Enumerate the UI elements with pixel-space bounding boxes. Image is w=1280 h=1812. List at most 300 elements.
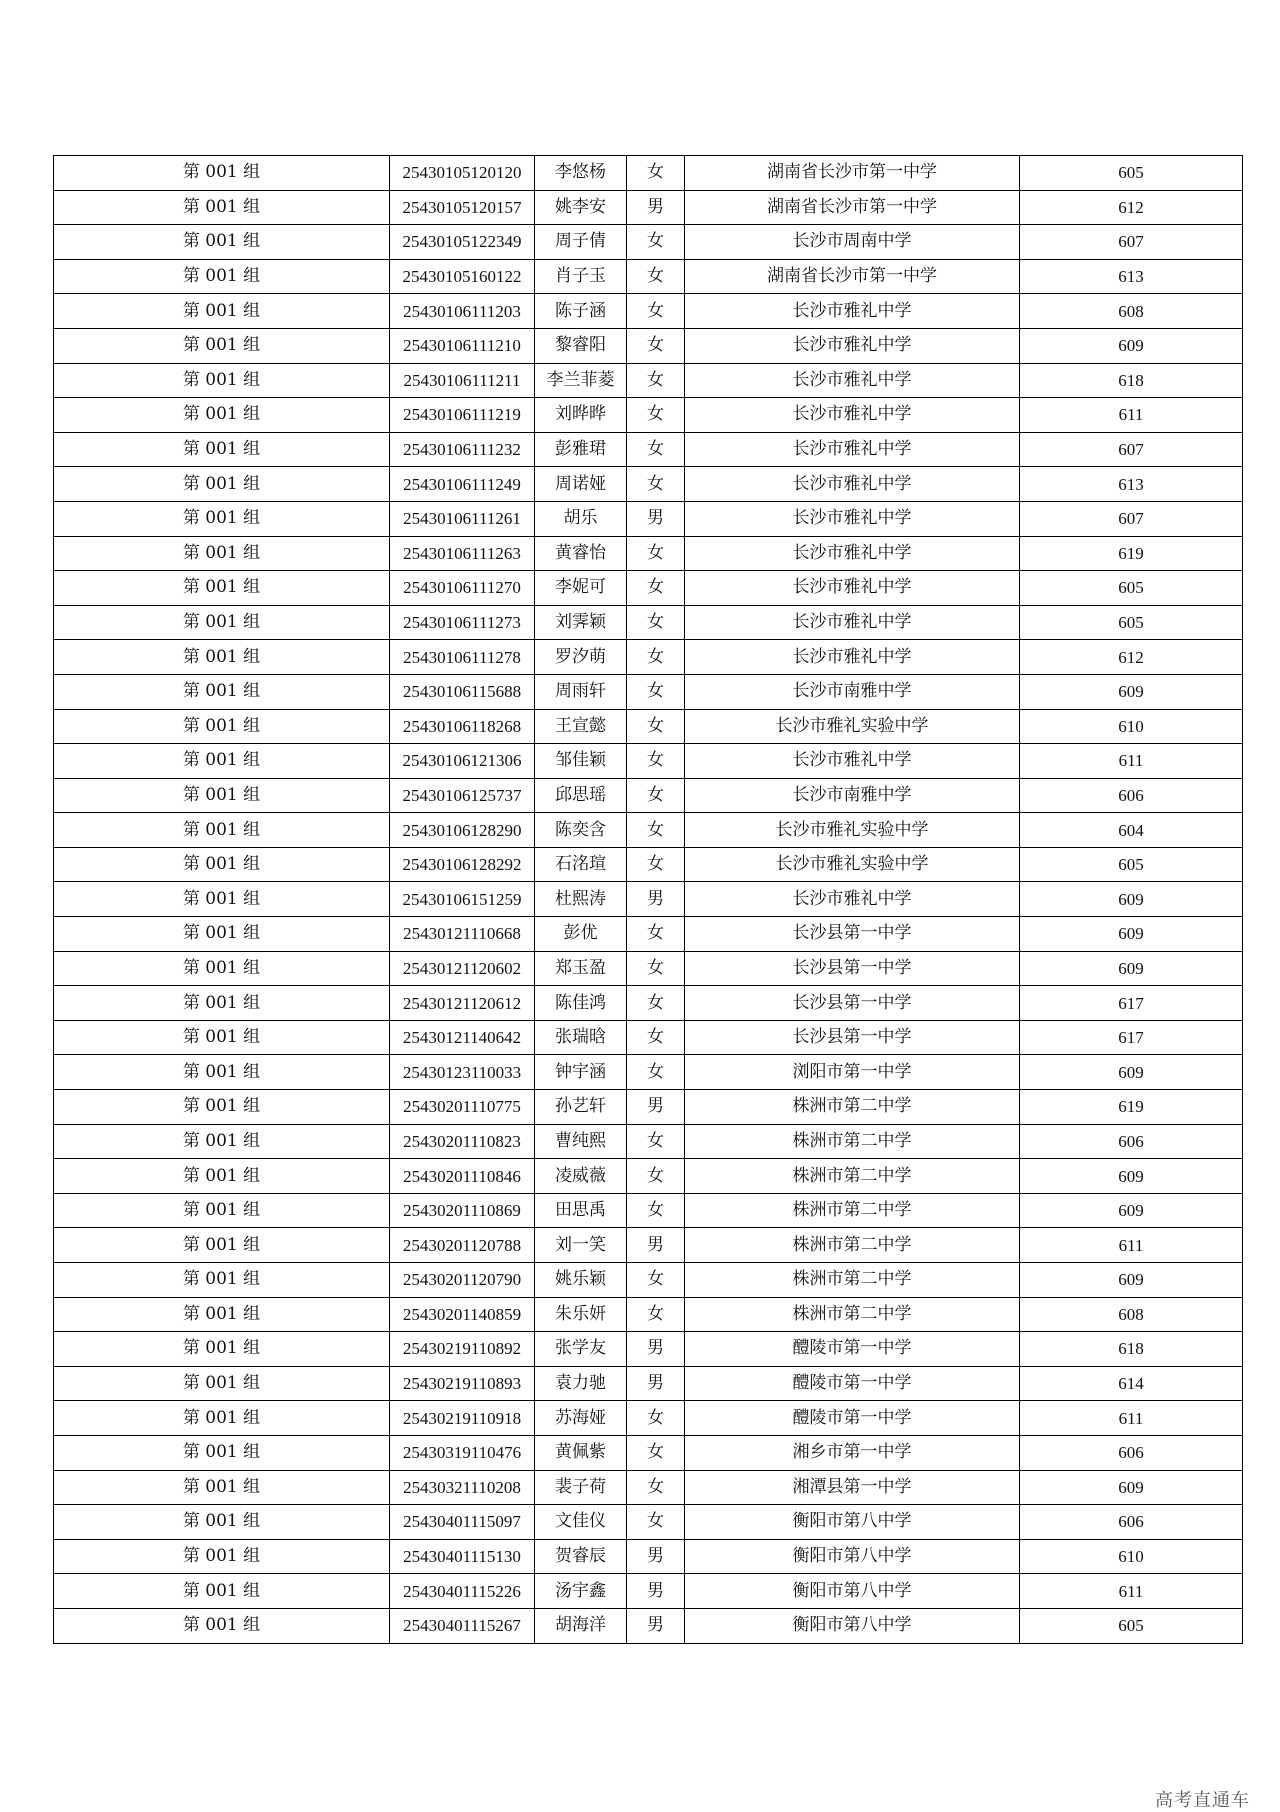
exam-id-cell: 25430106115688 — [390, 674, 535, 709]
gender-cell: 女 — [627, 986, 685, 1021]
group-cell: 第 001 组 — [54, 156, 390, 191]
score-cell: 609 — [1020, 951, 1243, 986]
name-cell: 姚乐颖 — [535, 1263, 627, 1298]
school-cell: 长沙市雅礼实验中学 — [685, 847, 1020, 882]
score-cell: 605 — [1020, 156, 1243, 191]
table-row — [54, 744, 1243, 779]
school-cell: 长沙市周南中学 — [685, 225, 1020, 260]
name-cell: 李妮可 — [535, 571, 627, 606]
name-cell: 陈子涵 — [535, 294, 627, 329]
group-cell: 第 001 组 — [54, 190, 390, 225]
name-cell: 周子倩 — [535, 225, 627, 260]
table-row — [54, 640, 1243, 675]
group-cell: 第 001 组 — [54, 1401, 390, 1436]
group-cell: 第 001 组 — [54, 882, 390, 917]
name-cell: 姚李安 — [535, 190, 627, 225]
group-cell: 第 001 组 — [54, 1435, 390, 1470]
exam-id-cell: 25430321110208 — [390, 1470, 535, 1505]
gender-cell: 女 — [627, 1263, 685, 1298]
exam-id-cell: 25430121110668 — [390, 917, 535, 952]
gender-cell: 女 — [627, 709, 685, 744]
exam-id-cell: 25430106111219 — [390, 398, 535, 433]
exam-id-cell: 25430319110476 — [390, 1435, 535, 1470]
name-cell: 杜熙涛 — [535, 882, 627, 917]
score-cell: 612 — [1020, 640, 1243, 675]
school-cell: 长沙市雅礼中学 — [685, 640, 1020, 675]
exam-id-cell: 25430105120120 — [390, 156, 535, 191]
name-cell: 张学友 — [535, 1332, 627, 1367]
gender-cell: 女 — [627, 744, 685, 779]
table-row — [54, 778, 1243, 813]
table-row — [54, 501, 1243, 536]
score-cell: 611 — [1020, 1401, 1243, 1436]
school-cell: 长沙市雅礼中学 — [685, 432, 1020, 467]
gender-cell: 男 — [627, 882, 685, 917]
name-cell: 黄佩紫 — [535, 1435, 627, 1470]
gender-cell: 女 — [627, 1401, 685, 1436]
school-cell: 衡阳市第八中学 — [685, 1574, 1020, 1609]
score-cell: 605 — [1020, 571, 1243, 606]
school-cell: 湘乡市第一中学 — [685, 1435, 1020, 1470]
table-row — [54, 1159, 1243, 1194]
table-row — [54, 986, 1243, 1021]
table-row — [54, 259, 1243, 294]
exam-id-cell: 25430106111232 — [390, 432, 535, 467]
score-cell: 606 — [1020, 778, 1243, 813]
score-cell: 609 — [1020, 674, 1243, 709]
group-cell: 第 001 组 — [54, 1055, 390, 1090]
group-cell: 第 001 组 — [54, 847, 390, 882]
exam-id-cell: 25430105160122 — [390, 259, 535, 294]
group-cell: 第 001 组 — [54, 467, 390, 502]
exam-id-cell: 25430201120790 — [390, 1263, 535, 1298]
gender-cell: 男 — [627, 1608, 685, 1643]
name-cell: 汤宇鑫 — [535, 1574, 627, 1609]
school-cell: 株洲市第二中学 — [685, 1263, 1020, 1298]
school-cell: 长沙市雅礼中学 — [685, 294, 1020, 329]
school-cell: 长沙县第一中学 — [685, 986, 1020, 1021]
school-cell: 株洲市第二中学 — [685, 1124, 1020, 1159]
gender-cell: 女 — [627, 605, 685, 640]
name-cell: 周诺娅 — [535, 467, 627, 502]
admission-list-table — [53, 155, 1243, 1644]
score-cell: 611 — [1020, 398, 1243, 433]
table-row — [54, 847, 1243, 882]
school-cell: 醴陵市第一中学 — [685, 1401, 1020, 1436]
school-cell: 长沙市南雅中学 — [685, 674, 1020, 709]
exam-id-cell: 25430401115226 — [390, 1574, 535, 1609]
school-cell: 浏阳市第一中学 — [685, 1055, 1020, 1090]
gender-cell: 女 — [627, 813, 685, 848]
name-cell: 裴子荷 — [535, 1470, 627, 1505]
exam-id-cell: 25430201110823 — [390, 1124, 535, 1159]
school-cell: 长沙市雅礼中学 — [685, 744, 1020, 779]
table-row — [54, 536, 1243, 571]
gender-cell: 女 — [627, 259, 685, 294]
name-cell: 黎睿阳 — [535, 328, 627, 363]
school-cell: 湖南省长沙市第一中学 — [685, 259, 1020, 294]
score-cell: 606 — [1020, 1124, 1243, 1159]
score-cell: 610 — [1020, 709, 1243, 744]
group-cell: 第 001 组 — [54, 986, 390, 1021]
score-cell: 609 — [1020, 328, 1243, 363]
score-cell: 606 — [1020, 1435, 1243, 1470]
name-cell: 石洺瑄 — [535, 847, 627, 882]
table-row — [54, 1505, 1243, 1540]
table-row — [54, 294, 1243, 329]
score-cell: 611 — [1020, 744, 1243, 779]
school-cell: 衡阳市第八中学 — [685, 1608, 1020, 1643]
score-cell: 617 — [1020, 1020, 1243, 1055]
name-cell: 邱思瑶 — [535, 778, 627, 813]
school-cell: 湘潭县第一中学 — [685, 1470, 1020, 1505]
group-cell: 第 001 组 — [54, 1263, 390, 1298]
group-cell: 第 001 组 — [54, 1297, 390, 1332]
score-cell: 609 — [1020, 1470, 1243, 1505]
group-cell: 第 001 组 — [54, 778, 390, 813]
score-cell: 618 — [1020, 1332, 1243, 1367]
name-cell: 孙艺轩 — [535, 1090, 627, 1125]
group-cell: 第 001 组 — [54, 1193, 390, 1228]
exam-id-cell: 25430106125737 — [390, 778, 535, 813]
school-cell: 长沙市雅礼中学 — [685, 605, 1020, 640]
table-row — [54, 674, 1243, 709]
school-cell: 湖南省长沙市第一中学 — [685, 190, 1020, 225]
group-cell: 第 001 组 — [54, 294, 390, 329]
exam-id-cell: 25430106111263 — [390, 536, 535, 571]
name-cell: 凌威薇 — [535, 1159, 627, 1194]
gender-cell: 女 — [627, 1435, 685, 1470]
table-row — [54, 225, 1243, 260]
name-cell: 李悠杨 — [535, 156, 627, 191]
exam-id-cell: 25430123110033 — [390, 1055, 535, 1090]
gender-cell: 女 — [627, 398, 685, 433]
score-cell: 613 — [1020, 467, 1243, 502]
school-cell: 株洲市第二中学 — [685, 1090, 1020, 1125]
watermark-text: 高考直通车 — [1155, 1790, 1250, 1811]
gender-cell: 女 — [627, 156, 685, 191]
exam-id-cell: 25430106111270 — [390, 571, 535, 606]
group-cell: 第 001 组 — [54, 501, 390, 536]
name-cell: 贺睿辰 — [535, 1539, 627, 1574]
table-row — [54, 398, 1243, 433]
group-cell: 第 001 组 — [54, 1574, 390, 1609]
table-row — [54, 605, 1243, 640]
score-cell: 608 — [1020, 294, 1243, 329]
school-cell: 衡阳市第八中学 — [685, 1505, 1020, 1540]
school-cell: 衡阳市第八中学 — [685, 1539, 1020, 1574]
table-row — [54, 1539, 1243, 1574]
school-cell: 长沙市南雅中学 — [685, 778, 1020, 813]
school-cell: 长沙市雅礼中学 — [685, 467, 1020, 502]
name-cell: 彭雅珺 — [535, 432, 627, 467]
school-cell: 长沙县第一中学 — [685, 917, 1020, 952]
gender-cell: 男 — [627, 1539, 685, 1574]
name-cell: 陈奕含 — [535, 813, 627, 848]
table-row — [54, 813, 1243, 848]
exam-id-cell: 25430106111249 — [390, 467, 535, 502]
exam-id-cell: 25430106111273 — [390, 605, 535, 640]
group-cell: 第 001 组 — [54, 536, 390, 571]
score-cell: 604 — [1020, 813, 1243, 848]
table-row — [54, 571, 1243, 606]
table-row — [54, 882, 1243, 917]
score-cell: 607 — [1020, 501, 1243, 536]
table-row — [54, 190, 1243, 225]
exam-id-cell: 25430121140642 — [390, 1020, 535, 1055]
group-cell: 第 001 组 — [54, 328, 390, 363]
gender-cell: 女 — [627, 951, 685, 986]
gender-cell: 男 — [627, 501, 685, 536]
table-row — [54, 1055, 1243, 1090]
gender-cell: 女 — [627, 363, 685, 398]
exam-id-cell: 25430106111203 — [390, 294, 535, 329]
score-cell: 605 — [1020, 1608, 1243, 1643]
school-cell: 长沙市雅礼实验中学 — [685, 709, 1020, 744]
table-row — [54, 1470, 1243, 1505]
name-cell: 刘一笑 — [535, 1228, 627, 1263]
table-row — [54, 1608, 1243, 1643]
gender-cell: 女 — [627, 847, 685, 882]
table-row — [54, 917, 1243, 952]
name-cell: 苏海娅 — [535, 1401, 627, 1436]
school-cell: 长沙县第一中学 — [685, 951, 1020, 986]
name-cell: 肖子玉 — [535, 259, 627, 294]
name-cell: 刘霁颖 — [535, 605, 627, 640]
table-row — [54, 1574, 1243, 1609]
score-cell: 618 — [1020, 363, 1243, 398]
gender-cell: 男 — [627, 1574, 685, 1609]
exam-id-cell: 25430201110869 — [390, 1193, 535, 1228]
score-cell: 608 — [1020, 1297, 1243, 1332]
score-cell: 619 — [1020, 1090, 1243, 1125]
score-cell: 607 — [1020, 432, 1243, 467]
group-cell: 第 001 组 — [54, 1332, 390, 1367]
gender-cell: 女 — [627, 917, 685, 952]
exam-id-cell: 25430401115130 — [390, 1539, 535, 1574]
name-cell: 彭优 — [535, 917, 627, 952]
school-cell: 长沙市雅礼中学 — [685, 363, 1020, 398]
table-row — [54, 363, 1243, 398]
gender-cell: 男 — [627, 1332, 685, 1367]
group-cell: 第 001 组 — [54, 744, 390, 779]
school-cell: 长沙市雅礼中学 — [685, 882, 1020, 917]
school-cell: 长沙市雅礼中学 — [685, 536, 1020, 571]
exam-id-cell: 25430106151259 — [390, 882, 535, 917]
table-row — [54, 1020, 1243, 1055]
group-cell: 第 001 组 — [54, 1159, 390, 1194]
name-cell: 王宣懿 — [535, 709, 627, 744]
score-cell: 619 — [1020, 536, 1243, 571]
score-cell: 609 — [1020, 1159, 1243, 1194]
table-row — [54, 1366, 1243, 1401]
score-cell: 605 — [1020, 605, 1243, 640]
group-cell: 第 001 组 — [54, 605, 390, 640]
exam-id-cell: 25430401115267 — [390, 1608, 535, 1643]
group-cell: 第 001 组 — [54, 674, 390, 709]
table-body — [54, 156, 1243, 1644]
score-cell: 614 — [1020, 1366, 1243, 1401]
exam-id-cell: 25430121120602 — [390, 951, 535, 986]
name-cell: 钟宇涵 — [535, 1055, 627, 1090]
exam-id-cell: 25430105122349 — [390, 225, 535, 260]
exam-id-cell: 25430106128290 — [390, 813, 535, 848]
name-cell: 郑玉盈 — [535, 951, 627, 986]
score-cell: 609 — [1020, 1263, 1243, 1298]
name-cell: 张瑞晗 — [535, 1020, 627, 1055]
table-row — [54, 1124, 1243, 1159]
name-cell: 袁力驰 — [535, 1366, 627, 1401]
score-cell: 609 — [1020, 917, 1243, 952]
name-cell: 胡海洋 — [535, 1608, 627, 1643]
table-row — [54, 1401, 1243, 1436]
school-cell: 湖南省长沙市第一中学 — [685, 156, 1020, 191]
gender-cell: 女 — [627, 432, 685, 467]
school-cell: 长沙市雅礼中学 — [685, 328, 1020, 363]
exam-id-cell: 25430201120788 — [390, 1228, 535, 1263]
gender-cell: 女 — [627, 1505, 685, 1540]
exam-id-cell: 25430106121306 — [390, 744, 535, 779]
exam-id-cell: 25430121120612 — [390, 986, 535, 1021]
exam-id-cell: 25430201140859 — [390, 1297, 535, 1332]
table-row — [54, 1435, 1243, 1470]
score-cell: 613 — [1020, 259, 1243, 294]
school-cell: 株洲市第二中学 — [685, 1159, 1020, 1194]
name-cell: 文佳仪 — [535, 1505, 627, 1540]
name-cell: 曹纯熙 — [535, 1124, 627, 1159]
school-cell: 长沙市雅礼中学 — [685, 398, 1020, 433]
group-cell: 第 001 组 — [54, 1470, 390, 1505]
gender-cell: 女 — [627, 328, 685, 363]
school-cell: 醴陵市第一中学 — [685, 1366, 1020, 1401]
gender-cell: 女 — [627, 225, 685, 260]
gender-cell: 男 — [627, 190, 685, 225]
table-row — [54, 432, 1243, 467]
group-cell: 第 001 组 — [54, 1608, 390, 1643]
table-row — [54, 1228, 1243, 1263]
gender-cell: 男 — [627, 1090, 685, 1125]
group-cell: 第 001 组 — [54, 1124, 390, 1159]
table-row — [54, 951, 1243, 986]
group-cell: 第 001 组 — [54, 709, 390, 744]
group-cell: 第 001 组 — [54, 917, 390, 952]
table-row — [54, 328, 1243, 363]
gender-cell: 女 — [627, 571, 685, 606]
table-row — [54, 156, 1243, 191]
gender-cell: 女 — [627, 1297, 685, 1332]
group-cell: 第 001 组 — [54, 813, 390, 848]
table-row — [54, 1332, 1243, 1367]
exam-id-cell: 25430106111210 — [390, 328, 535, 363]
exam-id-cell: 25430105120157 — [390, 190, 535, 225]
gender-cell: 女 — [627, 674, 685, 709]
table-row — [54, 1090, 1243, 1125]
score-cell: 611 — [1020, 1574, 1243, 1609]
gender-cell: 女 — [627, 640, 685, 675]
school-cell: 株洲市第二中学 — [685, 1193, 1020, 1228]
score-cell: 609 — [1020, 1193, 1243, 1228]
score-cell: 606 — [1020, 1505, 1243, 1540]
gender-cell: 女 — [627, 1124, 685, 1159]
exam-id-cell: 25430106111211 — [390, 363, 535, 398]
name-cell: 朱乐妍 — [535, 1297, 627, 1332]
gender-cell: 女 — [627, 1020, 685, 1055]
school-cell: 株洲市第二中学 — [685, 1228, 1020, 1263]
table-row — [54, 1263, 1243, 1298]
group-cell: 第 001 组 — [54, 1505, 390, 1540]
gender-cell: 女 — [627, 536, 685, 571]
group-cell: 第 001 组 — [54, 363, 390, 398]
name-cell: 邹佳颖 — [535, 744, 627, 779]
group-cell: 第 001 组 — [54, 640, 390, 675]
table-row — [54, 467, 1243, 502]
group-cell: 第 001 组 — [54, 1020, 390, 1055]
score-cell: 610 — [1020, 1539, 1243, 1574]
score-cell: 612 — [1020, 190, 1243, 225]
name-cell: 周雨轩 — [535, 674, 627, 709]
school-cell: 长沙县第一中学 — [685, 1020, 1020, 1055]
school-cell: 醴陵市第一中学 — [685, 1332, 1020, 1367]
group-cell: 第 001 组 — [54, 432, 390, 467]
name-cell: 黄睿怡 — [535, 536, 627, 571]
exam-id-cell: 25430219110892 — [390, 1332, 535, 1367]
group-cell: 第 001 组 — [54, 951, 390, 986]
gender-cell: 女 — [627, 467, 685, 502]
name-cell: 田思禹 — [535, 1193, 627, 1228]
exam-id-cell: 25430219110893 — [390, 1366, 535, 1401]
gender-cell: 女 — [627, 1470, 685, 1505]
table-row — [54, 1297, 1243, 1332]
group-cell: 第 001 组 — [54, 571, 390, 606]
group-cell: 第 001 组 — [54, 398, 390, 433]
name-cell: 胡乐 — [535, 501, 627, 536]
exam-id-cell: 25430106128292 — [390, 847, 535, 882]
group-cell: 第 001 组 — [54, 1228, 390, 1263]
school-cell: 长沙市雅礼实验中学 — [685, 813, 1020, 848]
school-cell: 长沙市雅礼中学 — [685, 571, 1020, 606]
score-cell: 607 — [1020, 225, 1243, 260]
gender-cell: 女 — [627, 1055, 685, 1090]
exam-id-cell: 25430106118268 — [390, 709, 535, 744]
table-row — [54, 709, 1243, 744]
exam-id-cell: 25430201110775 — [390, 1090, 535, 1125]
score-cell: 611 — [1020, 1228, 1243, 1263]
name-cell: 刘晔晔 — [535, 398, 627, 433]
group-cell: 第 001 组 — [54, 1090, 390, 1125]
group-cell: 第 001 组 — [54, 1366, 390, 1401]
exam-id-cell: 25430219110918 — [390, 1401, 535, 1436]
school-cell: 长沙市雅礼中学 — [685, 501, 1020, 536]
score-cell: 609 — [1020, 1055, 1243, 1090]
table-row — [54, 1193, 1243, 1228]
gender-cell: 女 — [627, 1193, 685, 1228]
gender-cell: 女 — [627, 778, 685, 813]
exam-id-cell: 25430106111278 — [390, 640, 535, 675]
school-cell: 株洲市第二中学 — [685, 1297, 1020, 1332]
group-cell: 第 001 组 — [54, 259, 390, 294]
exam-id-cell: 25430106111261 — [390, 501, 535, 536]
exam-id-cell: 25430401115097 — [390, 1505, 535, 1540]
score-cell: 609 — [1020, 882, 1243, 917]
gender-cell: 女 — [627, 1159, 685, 1194]
score-cell: 605 — [1020, 847, 1243, 882]
name-cell: 陈佳鸿 — [535, 986, 627, 1021]
name-cell: 罗汐萌 — [535, 640, 627, 675]
exam-id-cell: 25430201110846 — [390, 1159, 535, 1194]
gender-cell: 女 — [627, 294, 685, 329]
gender-cell: 男 — [627, 1366, 685, 1401]
score-cell: 617 — [1020, 986, 1243, 1021]
